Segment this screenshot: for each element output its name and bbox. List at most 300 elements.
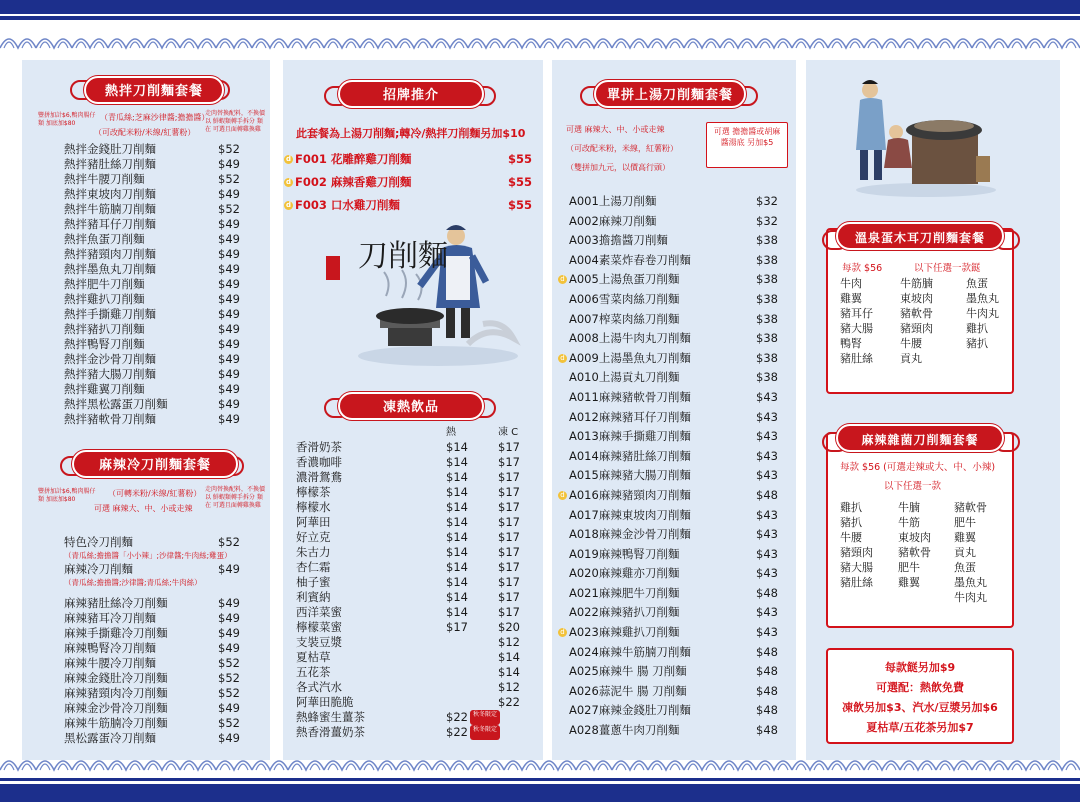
menu-item-name: 熱拌豬大腸刀削麵 [64, 367, 156, 381]
menu-item [558, 388, 778, 408]
drink-cold-price: $17 [498, 530, 520, 544]
menu-item-price: $48 [756, 644, 778, 659]
menu-item-label [558, 525, 691, 545]
menu-item-name: 熱拌雞扒刀削麵 [64, 292, 145, 306]
addon-line-3: 凍飲另加$3、汽水/豆漿另加$6 [842, 701, 998, 714]
menu-item [64, 232, 240, 247]
menu-item-price: $52 [218, 142, 240, 156]
menu-item-label [558, 231, 668, 251]
drink-hot-price: $14 [446, 545, 468, 559]
recommend-icon: d [285, 155, 291, 163]
special-cold-note: （青瓜絲;擔擔醬「小小辣」;沙律醬;牛肉絲;雞蛋） [64, 551, 232, 560]
addon-line-2: 可選配：熱飲免費 [876, 681, 964, 694]
menu-item-price: $49 [218, 292, 240, 306]
signature-item-price: $55 [507, 152, 532, 166]
drink-row [296, 470, 538, 485]
set-option: 貢丸 [900, 352, 922, 365]
set-option: 豬軟骨 [900, 307, 933, 320]
fungus-set-options-grid [840, 500, 1012, 605]
menu-item [64, 142, 240, 157]
menu-item-name: A028薑蔥牛肉刀削麵 [569, 723, 680, 738]
set-option: 豬肚絲 [840, 576, 873, 589]
menu-item-name: A004素菜炸春卷刀削麵 [569, 252, 691, 267]
drink-row [296, 605, 538, 620]
menu-item-label [558, 623, 679, 643]
menu-item [558, 192, 778, 212]
menu-item-price: $38 [756, 291, 778, 306]
section-title-drinks: 凍熱飲品 [338, 392, 484, 420]
cold-special-block [64, 535, 240, 589]
special-cold-name: 特色冷刀削麵 [64, 535, 133, 549]
promo-tag: 秋冬限定 [470, 710, 500, 725]
recommend-icon: d [558, 275, 567, 284]
set-option: 貢丸 [954, 546, 976, 559]
menu-item [558, 368, 778, 388]
set-option: 雞扒 [840, 501, 862, 514]
drink-hot-price [446, 695, 498, 710]
set-option: 雞翼 [840, 292, 862, 305]
menu-item-label [558, 506, 691, 526]
menu-item [64, 157, 240, 172]
menu-item-price: $38 [756, 370, 778, 385]
drink-name: 支裝豆漿 [296, 635, 342, 649]
drink-cold-price: $14 [498, 665, 520, 679]
egg-set-options-grid [840, 276, 1026, 366]
menu-item [64, 611, 240, 626]
menu-item-price: $52 [218, 716, 240, 730]
menu-item-price: $43 [756, 605, 778, 620]
drink-cold-price: $17 [498, 470, 520, 484]
menu-item-name: A003擔擔醬刀削麵 [569, 233, 668, 248]
menu-item-price: $48 [756, 703, 778, 718]
set-option: 豬耳仔 [840, 307, 873, 320]
drink-name: 阿華田脆脆 [296, 695, 354, 709]
plain-cold-name: 麻辣冷刀削麵 [64, 562, 133, 576]
drink-hot-price: $14 [446, 530, 468, 544]
drink-cold-price: $12 [498, 635, 520, 649]
drink-row [296, 710, 538, 725]
menu-item-name: A024麻辣牛筋腩刀削麵 [569, 644, 691, 659]
menu-item-price: $49 [218, 626, 240, 640]
menu-item-price: $49 [218, 397, 240, 411]
drink-name: 濃滑鴛鴦 [296, 470, 342, 484]
menu-item [558, 447, 778, 467]
menu-item [64, 307, 240, 322]
set-option: 肥牛 [954, 516, 976, 529]
cooking-illustration [826, 74, 1006, 200]
drink-hot-price [446, 680, 498, 695]
drink-row [296, 545, 538, 560]
menu-item-price: $48 [756, 683, 778, 698]
set-option: 雞翼 [898, 576, 920, 589]
menu-item [64, 596, 240, 611]
menu-item-name: A017麻辣東坡肉刀削麵 [569, 507, 691, 522]
menu-item-name: 熱拌雞翼刀削麵 [64, 382, 145, 396]
menu-item-name: A015麻辣豬大腸刀削麵 [569, 468, 691, 483]
drink-name: 香濃咖啡 [296, 455, 342, 469]
set-option: 豬扒 [840, 516, 862, 529]
menu-item [558, 427, 778, 447]
menu-item-label [558, 427, 691, 447]
menu-item-price: $43 [756, 566, 778, 581]
menu-item-name: 熱拌豬扒刀削麵 [64, 322, 145, 336]
plain-cold-price: $49 [218, 562, 240, 576]
menu-item-name: 熱拌墨魚丸刀削麵 [64, 262, 156, 276]
drink-row [296, 665, 538, 680]
drink-hot-price: $14 [446, 590, 468, 604]
sauce-upgrade-box: 可選 擔擔醬或胡麻醬湯底 另加$5 [706, 122, 788, 168]
menu-item [558, 329, 778, 349]
menu-item-price: $32 [756, 213, 778, 228]
menu-item [64, 656, 240, 671]
drink-cold-price: $14 [498, 650, 520, 664]
menu-item [558, 623, 778, 643]
menu-item-price: $49 [218, 731, 240, 745]
menu-item [64, 382, 240, 397]
menu-item-name: A019麻辣鴨腎刀削麵 [569, 546, 680, 561]
menu-item [558, 408, 778, 428]
drink-hot-price: $14 [446, 605, 468, 619]
recommend-icon: d [285, 178, 291, 186]
signature-item-price: $55 [507, 198, 532, 212]
menu-item-price: $52 [218, 671, 240, 685]
menu-item-price: $49 [218, 701, 240, 715]
top-wave-pattern [0, 26, 1080, 52]
logo-calligraphy: 刀削麵 [358, 239, 448, 274]
drink-hot-price: $14 [446, 470, 468, 484]
set-option: 牛腰 [900, 337, 922, 350]
menu-item-name: 熱拌手撕雞刀削麵 [64, 307, 156, 321]
signature-item-price: $55 [507, 175, 532, 189]
drink-hot-price [446, 665, 498, 680]
drink-cold-price: $17 [498, 440, 520, 454]
menu-item-price: $49 [218, 322, 240, 336]
menu-item-price: $49 [218, 337, 240, 351]
menu-item-price: $38 [756, 252, 778, 267]
menu-item-price: $52 [218, 686, 240, 700]
section-title-hot-noodle-set: 熱拌刀削麵套餐 [84, 76, 224, 104]
menu-item-price: $49 [218, 247, 240, 261]
drink-name: 各式汽水 [296, 680, 342, 694]
menu-item-price: $43 [756, 546, 778, 561]
menu-item-name: A008上湯牛肉丸刀削麵 [569, 331, 691, 346]
menu-item-name: 麻辣豬頸肉冷刀削麵 [64, 686, 168, 700]
menu-item-label [558, 349, 691, 369]
menu-item-name: A010上湯貢丸刀削麵 [569, 370, 680, 385]
menu-item [558, 701, 778, 721]
menu-item [558, 662, 778, 682]
menu-item-price: $32 [756, 194, 778, 208]
menu-item [64, 277, 240, 292]
drink-cold-price: $17 [498, 605, 520, 619]
menu-item [558, 643, 778, 663]
menu-item-name: 熱拌黑松露蛋刀削麵 [64, 397, 168, 411]
drink-cold-price: $20 [498, 620, 520, 634]
menu-item [64, 641, 240, 656]
menu-item [64, 262, 240, 277]
plain-cold-note: （青瓜絲;擔擔醬;沙律醬;青瓜絲;牛肉絲） [64, 578, 202, 587]
menu-item [64, 671, 240, 686]
menu-item [558, 212, 778, 232]
menu-item-name: 麻辣牛筋腩冷刀削麵 [64, 716, 168, 730]
drink-hot-price: $14 [446, 500, 468, 514]
menu-item-name: 熱拌金錢肚刀削麵 [64, 142, 156, 156]
drink-name: 檸檬水 [296, 500, 331, 514]
menu-item-price: $49 [218, 382, 240, 396]
egg-set-price: 每款 $56 [842, 263, 883, 274]
menu-item-price: $49 [218, 232, 240, 246]
set-option: 豬頸肉 [840, 546, 873, 559]
menu-item-label [558, 408, 691, 428]
drink-row [296, 635, 538, 650]
menu-item-label [558, 329, 691, 349]
drink-name: 夏枯草 [296, 650, 331, 664]
hot-column-header: 熱 [446, 427, 456, 438]
menu-item-price: $48 [756, 723, 778, 738]
set-option [898, 590, 954, 605]
section-title-egg-set: 溫泉蛋木耳刀削麵套餐 [836, 222, 1004, 250]
menu-item-label [558, 290, 679, 310]
menu-item-price: $49 [218, 641, 240, 655]
menu-item-price: $49 [218, 596, 240, 610]
drink-name: 杏仁霜 [296, 560, 331, 574]
menu-item [558, 270, 778, 290]
drink-hot-price: $14 [446, 515, 468, 529]
drink-row [296, 530, 538, 545]
drink-hot-price: $17 [446, 620, 468, 634]
addon-line-4: 夏枯草/五花茶另加$7 [866, 721, 974, 734]
drink-hot-price: $14 [446, 485, 468, 499]
menu-item-price: $48 [756, 487, 778, 502]
menu-item-name: 熱拌牛腰刀削麵 [64, 172, 145, 186]
menu-item-price: $52 [218, 202, 240, 216]
menu-item-name: 熱拌豬肚絲刀削麵 [64, 157, 156, 171]
menu-item-name: A023麻辣雞扒刀削麵 [569, 625, 680, 640]
menu-item [64, 187, 240, 202]
chef-illustration [318, 216, 528, 372]
drink-row [296, 575, 538, 590]
menu-item-label [558, 721, 679, 741]
menu-item-label [558, 486, 691, 506]
menu-item [558, 721, 778, 741]
drink-hot-price [446, 650, 498, 665]
menu-item-label [558, 466, 691, 486]
menu-item-label [558, 643, 691, 663]
menu-item [64, 731, 240, 746]
egg-set-choose-note: 以下任選一款餸 [914, 263, 981, 274]
menu-item-name: A027麻辣金錢肚刀削麵 [569, 703, 691, 718]
drink-cold-price: $17 [498, 560, 520, 574]
menu-item-price: $49 [218, 217, 240, 231]
drink-hot-price: $22 [446, 725, 468, 739]
menu-item-name: A016麻辣豬頸肉刀削麵 [569, 487, 691, 502]
cold-noodle-menu-list [64, 596, 240, 746]
menu-item-name: A002麻辣刀削麵 [569, 213, 657, 228]
drinks-table [296, 425, 538, 740]
cold-options-note: （可轉米粉/米線/紅薯粉） [108, 489, 202, 498]
set-option: 豬肚絲 [840, 352, 873, 365]
signature-item-name: F002 麻辣香雞刀削麵 [295, 175, 412, 189]
menu-item [558, 545, 778, 565]
drink-name: 香滑奶茶 [296, 440, 342, 454]
drink-name: 柚子蜜 [296, 575, 331, 589]
set-option: 豬頸肉 [900, 322, 933, 335]
menu-item-name: A007榨菜肉絲刀削麵 [569, 311, 680, 326]
menu-item-price: $43 [756, 527, 778, 542]
menu-item-label [558, 701, 691, 721]
drink-row [296, 650, 538, 665]
drink-cold-price: $12 [498, 680, 520, 694]
tiny-note-right: 走肉替換配料，不換價以 鮮蝦類轉手拆分 類在 可選且面轉雞換雞 [205, 110, 266, 133]
drink-name: 利賓納 [296, 590, 331, 604]
menu-item-label [558, 564, 679, 584]
menu-item [558, 682, 778, 702]
drink-cold-price: $22 [498, 695, 520, 709]
drink-hot-price: $14 [446, 575, 468, 589]
menu-item-name: A021麻辣肥牛刀削麵 [569, 585, 680, 600]
menu-item-label [558, 447, 691, 467]
menu-item [64, 626, 240, 641]
signature-list [284, 148, 532, 217]
set-option: 東坡肉 [898, 531, 931, 544]
fungus-set-price: 每款 $56 (可選走辣或大、中、小辣) [840, 462, 996, 473]
soup-combo-note: （雙拼加九元，以價高行頭） [566, 163, 670, 172]
set-option: 肥牛 [898, 561, 920, 574]
drink-hot-price: $14 [446, 560, 468, 574]
drink-hot-price [446, 635, 498, 650]
menu-item-name: 麻辣手撕雞冷刀削麵 [64, 626, 168, 640]
menu-item [64, 217, 240, 232]
recommend-icon: d [558, 628, 567, 637]
menu-item [64, 397, 240, 412]
menu-item [558, 310, 778, 330]
menu-item [64, 352, 240, 367]
menu-item-price: $38 [756, 311, 778, 326]
menu-item-price: $43 [756, 625, 778, 640]
set-option: 牛肉 [840, 277, 862, 290]
menu-item-name: 熱拌豬軟骨刀削麵 [64, 412, 156, 426]
menu-item-price: $52 [218, 656, 240, 670]
menu-item-price: $43 [756, 448, 778, 463]
recommend-icon: d [285, 201, 291, 209]
drink-name: 五花茶 [296, 665, 331, 679]
addon-line-1: 每款餸另加$9 [884, 661, 956, 674]
menu-item-name: A014麻辣豬肚絲刀削麵 [569, 448, 691, 463]
menu-item-price: $48 [756, 664, 778, 679]
menu-item [558, 486, 778, 506]
menu-item-name: 熱拌牛筋腩刀削麵 [64, 202, 156, 216]
menu-item [558, 603, 778, 623]
promo-tag: 秋冬限定 [470, 725, 500, 740]
menu-item [64, 292, 240, 307]
menu-item-price: $48 [756, 585, 778, 600]
set-option: 魚蛋 [954, 561, 976, 574]
drink-row [296, 515, 538, 530]
signature-item-name: F003 口水雞刀削麵 [295, 198, 400, 212]
section-title-fungus-set: 麻辣雜菌刀削麵套餐 [836, 424, 1004, 452]
menu-item [64, 322, 240, 337]
set-option: 牛肉丸 [966, 307, 999, 320]
drink-row [296, 680, 538, 695]
drink-hot-price: $14 [446, 455, 468, 469]
set-option: 豬大腸 [840, 561, 873, 574]
drink-row [296, 455, 538, 470]
cold-spice-note: 可選 麻辣大、中、小或走辣 [94, 504, 193, 513]
fungus-set-choose-note: 以下任選一款 [884, 481, 942, 492]
menu-item [64, 367, 240, 382]
menu-item [64, 716, 240, 731]
menu-item-name: 熱拌金沙骨刀削麵 [64, 352, 156, 366]
menu-item [558, 251, 778, 271]
drink-cold-price: $17 [498, 575, 520, 589]
set-option: 雞扒 [966, 322, 988, 335]
menu-item-name: 麻辣鴨腎冷刀削麵 [64, 641, 156, 655]
menu-item-price: $49 [218, 367, 240, 381]
menu-item-name: A001上湯刀削麵 [569, 194, 657, 208]
tiny-note-left: 豐拼加計$6,鴨肉腸仔類 加底加$80 [38, 112, 96, 127]
set-option: 魚蛋 [966, 277, 988, 290]
menu-item-name: A022麻辣豬扒刀削麵 [569, 605, 680, 620]
menu-item-name: A020麻辣雞亦刀削麵 [569, 566, 680, 581]
menu-item-price: $38 [756, 331, 778, 346]
options-note: （青瓜絲;芝麻沙律醬;擔擔醬） [100, 113, 210, 122]
tiny-note-right-2: 走肉替換配料，不換價以 鮮蝦類轉手拆分 類在 可選且面轉雞換雞 [205, 486, 266, 509]
soup-noodle-menu-list [558, 192, 778, 741]
menu-item-name: A026蒜泥牛 腸 刀削麵 [569, 683, 687, 698]
set-option: 牛腩 [898, 501, 920, 514]
menu-item [558, 506, 778, 526]
drink-row [296, 590, 538, 605]
menu-item-label [558, 603, 679, 623]
menu-item-label [558, 270, 679, 290]
set-option: 牛腰 [840, 531, 862, 544]
menu-item-name: A012麻辣豬耳仔刀削麵 [569, 409, 691, 424]
drink-name: 朱古力 [296, 545, 331, 559]
menu-item-name: 麻辣金沙骨冷刀削麵 [64, 701, 168, 715]
drink-row [296, 725, 538, 740]
menu-item-name: 熱拌鴨腎刀削麵 [64, 337, 145, 351]
menu-item-price: $49 [218, 187, 240, 201]
drink-hot-price: $14 [446, 440, 468, 454]
add-on-box [826, 648, 1014, 744]
menu-item-name: 熱拌東坡肉刀削麵 [64, 187, 156, 201]
menu-item-name: 熱拌豬耳仔刀削麵 [64, 217, 156, 231]
menu-item-label [558, 192, 656, 212]
menu-item [558, 466, 778, 486]
menu-item-name: A005上湯魚蛋刀削麵 [569, 272, 680, 287]
set-option: 牛肉丸 [954, 591, 987, 604]
set-option: 牛筋腩 [900, 277, 933, 290]
menu-item-name: 黑松露蛋冷刀削麵 [64, 731, 156, 745]
menu-item [558, 564, 778, 584]
drink-name: 阿華田 [296, 515, 331, 529]
top-border-line [0, 16, 1080, 20]
set-option [840, 590, 898, 605]
menu-item [64, 172, 240, 187]
special-cold-price: $52 [218, 535, 240, 549]
menu-item-name: 熱拌肥牛刀削麵 [64, 277, 145, 291]
tiny-note-left-2: 豐拼加計$6,鴨肉腸仔類 加底加$80 [38, 488, 96, 503]
menu-item-price: $49 [218, 611, 240, 625]
menu-item-price: $43 [756, 409, 778, 424]
menu-item-price: $49 [218, 277, 240, 291]
drink-cold-price: $17 [498, 500, 520, 514]
drink-cold-price: $17 [498, 455, 520, 469]
menu-item-name: 麻辣豬肚絲冷刀削麵 [64, 596, 168, 610]
menu-item-price: $49 [218, 262, 240, 276]
drink-cold-price: $17 [498, 590, 520, 604]
menu-item [558, 349, 778, 369]
